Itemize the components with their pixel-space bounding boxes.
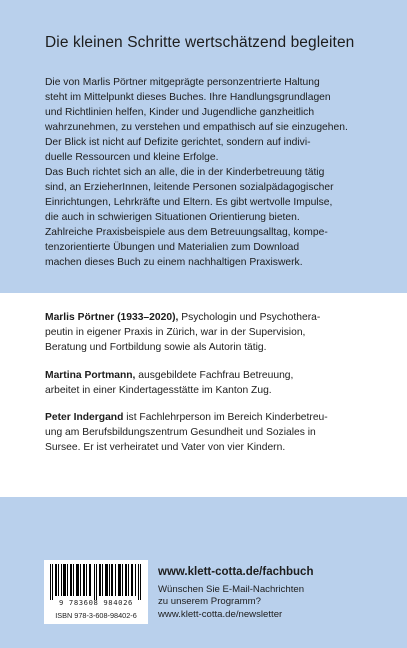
blurb-line: Der Blick ist nicht auf Defizite gerichtet, sondern auf indivi- bbox=[45, 137, 311, 148]
blurb-line: machen dieses Buch zu einem nachhaltigen Praxiswerk. bbox=[45, 257, 303, 268]
author-line: Beratung und Fortbildung sowie als Autorin tätig. bbox=[45, 342, 267, 353]
blurb-line: sind, an ErzieherInnen, leitende Personen sozialpädagogischer bbox=[45, 182, 334, 193]
blurb-line: wahrzunehmen, zu verstehen und empathisch auf sie einzugehen. bbox=[45, 122, 348, 133]
author-bio-portmann bbox=[45, 368, 385, 398]
blurb-line: Das Buch richtet sich an alle, die in der Kinderbetreuung tätig bbox=[45, 167, 325, 178]
author-line: peutin in eigener Praxis in Zürich, war in der Supervision, bbox=[45, 327, 306, 338]
blurb-line: und Richtlinien helfen, Kinder und Jugendliche ganzheitlich bbox=[45, 107, 315, 118]
author-bio-indergand bbox=[45, 410, 385, 455]
blurb-text bbox=[45, 75, 385, 270]
author-line bbox=[45, 368, 385, 383]
blurb-line: Einrichtungen, Lehrkräfte und Eltern. Es gibt wertvolle Impulse, bbox=[45, 197, 333, 208]
author-text: ausgebildete Fachfrau Betreuung, bbox=[135, 370, 294, 381]
author-name: Martina Portmann, bbox=[45, 370, 136, 381]
author-text: ist Fachlehrperson im Bereich Kinderbetreu- bbox=[123, 412, 328, 423]
newsletter-line: zu unserem Programm? bbox=[158, 596, 261, 607]
newsletter-link[interactable]: www.klett-cotta.de/newsletter bbox=[158, 608, 283, 620]
author-line bbox=[45, 410, 385, 425]
author-line: ung am Berufsbildungszentrum Gesundheit und Soziales in bbox=[45, 427, 316, 438]
publisher-info bbox=[158, 566, 388, 621]
author-line bbox=[45, 310, 385, 325]
author-line: arbeitet in einer Kindertagesstätte im Kanton Zug. bbox=[45, 385, 272, 396]
blurb-line: tenzorientierte Übungen und Materialien zum Download bbox=[45, 242, 300, 253]
barcode-icon bbox=[48, 564, 144, 600]
author-line: Sursee. Er ist verheiratet und Vater von vier Kindern. bbox=[45, 442, 286, 453]
blurb-line: duelle Ressourcen und kleine Erfolge. bbox=[45, 152, 219, 163]
ean-digits: 9 783608 984026 bbox=[59, 598, 133, 607]
publisher-url[interactable]: www.klett-cotta.de/fachbuch bbox=[158, 566, 314, 578]
blurb-line: Die von Marlis Pörtner mitgeprägte personzentrierte Haltung bbox=[45, 77, 320, 88]
blurb-line: die auch in schwierigen Situationen Orientierung bieten. bbox=[45, 212, 300, 223]
author-name: Marlis Pörtner (1933–2020), bbox=[45, 312, 179, 323]
headline: Die kleinen Schritte wertschätzend begleiten bbox=[45, 34, 355, 51]
newsletter-line: Wünschen Sie E-Mail-Nachrichten bbox=[158, 583, 305, 595]
blurb-line: steht im Mittelpunkt dieses Buches. Ihre Handlungsgrundlagen bbox=[45, 92, 331, 103]
blurb-line: Zahlreiche Praxisbeispiele aus dem Betreuungsalltag, kompe- bbox=[45, 227, 328, 238]
author-name: Peter Indergand bbox=[45, 412, 124, 423]
blurb-section bbox=[0, 0, 407, 293]
authors-section bbox=[0, 293, 407, 497]
barcode-box bbox=[44, 560, 148, 624]
author-text: Psychologin und Psychothera- bbox=[178, 312, 321, 323]
isbn: ISBN 978-3-608-98402-6 bbox=[55, 611, 137, 620]
author-bio-poertner bbox=[45, 310, 385, 355]
